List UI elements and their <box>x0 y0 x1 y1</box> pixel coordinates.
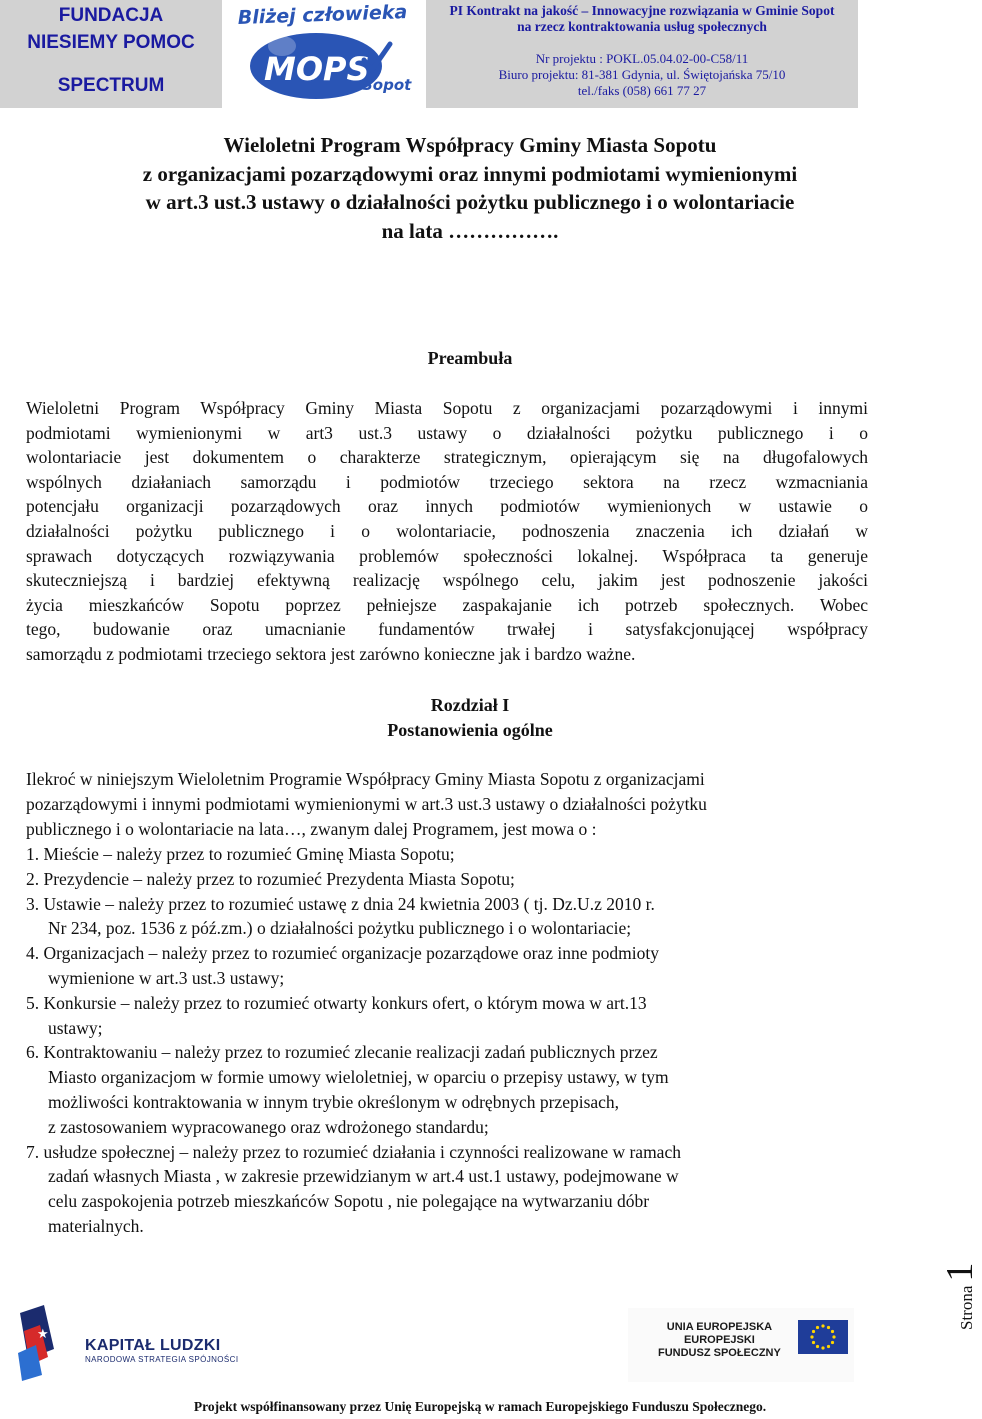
project-info-block <box>426 0 858 108</box>
foundation-block <box>0 0 222 108</box>
preamble-line: życia mieszkańców Sopotu poprzez pełniejsze zaspakajanie ich potrzeb społecznych. Wobec <box>26 594 868 615</box>
cofinancing-note: Projekt współfinansowany przez Unię Europejską w ramach Europejskiego Funduszu Społecznego. <box>193 1399 767 1414</box>
preamble-line: sprawach dotyczących rozwiązywania problemów społeczności lokalnej. Współpraca ta generuje <box>26 545 868 566</box>
title-line-4: na lata ……………. <box>381 218 559 243</box>
project-office: Biuro projektu: 81-381 Gdynia, ul. Świętojańska 75/10 <box>498 67 786 82</box>
eu-flag-icon <box>798 1320 848 1354</box>
eu-line-2: EUROPEJSKI <box>683 1334 755 1346</box>
logo-name: MOPS <box>264 50 370 88</box>
kl-title: KAPITAŁ LUDZKI <box>85 1337 221 1354</box>
project-number: Nr projektu : POKL.05.04.02-00-C58/11 <box>535 51 749 66</box>
logo-city: Sopot <box>362 76 412 94</box>
eu-logo <box>628 1308 854 1382</box>
kl-subtitle: NARODOWA STRATEGIA SPÓJNOŚCI <box>85 1355 239 1364</box>
intro-line: pozarządowymi i innymi podmiotami wymienionymi w art.3 ust.3 ustawy o działalności pożytku <box>26 793 707 814</box>
title-line-1: Wieloletni Program Współpracy Gminy Miasta Sopotu <box>223 133 717 157</box>
page-number-value: 1 <box>939 1262 981 1282</box>
project-phone: tel./faks (058) 661 77 27 <box>577 83 707 98</box>
intro-line: Ilekroć w niniejszym Wieloletnim Programie Współpracy Gminy Miasta Sopotu z organizacjami <box>26 769 705 789</box>
project-title-line-2: na rzecz kontraktowania usług społecznych <box>517 19 767 34</box>
preamble-line: potencjału organizacji pozarządowych oraz innych podmiotów wymienionych w ustawie o <box>26 496 868 517</box>
intro-line: publicznego i o wolontariacie na lata…, zwanym dalej Programem, jest mowa o : <box>26 818 597 839</box>
chapter-number: Rozdział I <box>430 695 510 715</box>
chapter-name: Postanowienia ogólne <box>387 720 553 740</box>
eu-logo-text <box>658 1321 781 1360</box>
preamble-heading: Preambuła <box>427 348 513 368</box>
list-item: 4. Organizacjach – należy przez to rozumieć organizacje pozarządowe oraz inne podmioty wymienione w art.3 ust.3 ustawy; <box>26 943 659 988</box>
list-item: 6. Kontraktowaniu – należy przez to rozumieć zlecanie realizacji zadań publicznych przez Miasto organizacjom w formie umowy wieloletniej, w oparciu o przepisy ustawy, w tym możliwości kontraktowania w innym trybie określonym w odrębnych przepisach, z zastosowaniem wypracowanego oraz wdrożonego standardu; <box>26 1042 669 1137</box>
document-title <box>20 131 920 245</box>
preamble-line: samorządu z podmiotami trzeciego sektora jest zarówno konieczne jak i bardzo ważne. <box>26 643 636 664</box>
title-line-2: z organizacjami pozarządowymi oraz innymi podmiotami wymienionymi <box>142 161 798 186</box>
preamble-line: działalności pożytku publicznego i o wolontariacie, podnoszenia znaczenia ich działań w <box>26 520 868 541</box>
preamble-line: podmiotami wymienionymi w art3 ust.3 ustawy o działalności pożytku publicznego i o <box>26 422 868 443</box>
preamble-paragraph <box>26 396 868 667</box>
mops-logo <box>224 0 424 108</box>
star-icon: ★ <box>37 1327 49 1342</box>
foundation-line-2: NIESIEMY POMOC <box>27 32 195 53</box>
list-item: 2. Prezydencie – należy przez to rozumieć Prezydenta Miasta Sopotu; <box>26 868 515 889</box>
page-number-label: Strona <box>957 1285 976 1330</box>
foundation-line-3: SPECTRUM <box>57 75 165 96</box>
list-item: 5. Konkursie – należy przez to rozumieć otwarty konkurs ofert, o którym mowa w art.13 ustawy; <box>26 992 647 1038</box>
preamble-line: skuteczniejszą i bardziej efektywną realizację wspólnego celu, jakim jest podnoszenie jakości <box>26 570 868 591</box>
preamble-line: Wieloletni Program Współpracy Gminy Miasta Sopotu z organizacjami pozarządowymi i innymi <box>26 398 868 418</box>
foundation-line-1: FUNDACJA <box>58 5 164 26</box>
preamble-line: wolontariacie jest dokumentem o charakterze strategicznym, opierającym się na długofalowych <box>26 447 868 468</box>
preamble-line: tego, budowanie oraz umacnianie fundamentów trwałej i satysfakcjonującej współpracy <box>26 619 868 640</box>
eu-line-3: FUNDUSZ SPOŁECZNY <box>658 1347 781 1359</box>
list-item: 7. usłudze społecznej – należy przez to rozumieć działania i czynności realizowane w ramach zadań własnych Miasta , w zakresie przewidzianym w art.4 ust.1 ustawy, podejmowane w celu zaspokojenia potrzeb mieszkańców Sopotu , nie polegające na wytwarzaniu dóbr materialnych. <box>26 1141 681 1236</box>
logo-slogan: Bliżej człowieka <box>237 1 408 29</box>
definitions-list <box>26 842 868 1239</box>
page-number <box>938 1262 981 1350</box>
eu-line-1: UNIA EUROPEJSKA <box>666 1321 773 1333</box>
chapter-intro <box>26 767 868 841</box>
list-item: 3. Ustawie – należy przez to rozumieć ustawę z dnia 24 kwietnia 2003 ( tj. Dz.U.z 2010 r. Nr 234, poz. 1536 z póź.zm.) o działalności pożytku publicznego i o wolontariacie; <box>26 893 655 939</box>
title-line-3: w art.3 ust.3 ustawy o działalności pożytku publicznego i o wolontariacie <box>145 190 795 214</box>
page-header <box>0 0 960 108</box>
kapital-ludzki-text <box>85 1337 238 1365</box>
preamble-line: wspólnych działaniach samorządu i podmiotów trzeciego sektora na rzecz wzmacniania <box>26 471 868 492</box>
list-item: 1. Mieście – należy przez to rozumieć Gminę Miasta Sopotu; <box>26 844 455 864</box>
mops-logo-graphic <box>224 0 424 108</box>
project-title-line-1: PI Kontrakt na jakość – Innowacyjne rozwiązania w Gminie Sopot <box>449 3 835 18</box>
